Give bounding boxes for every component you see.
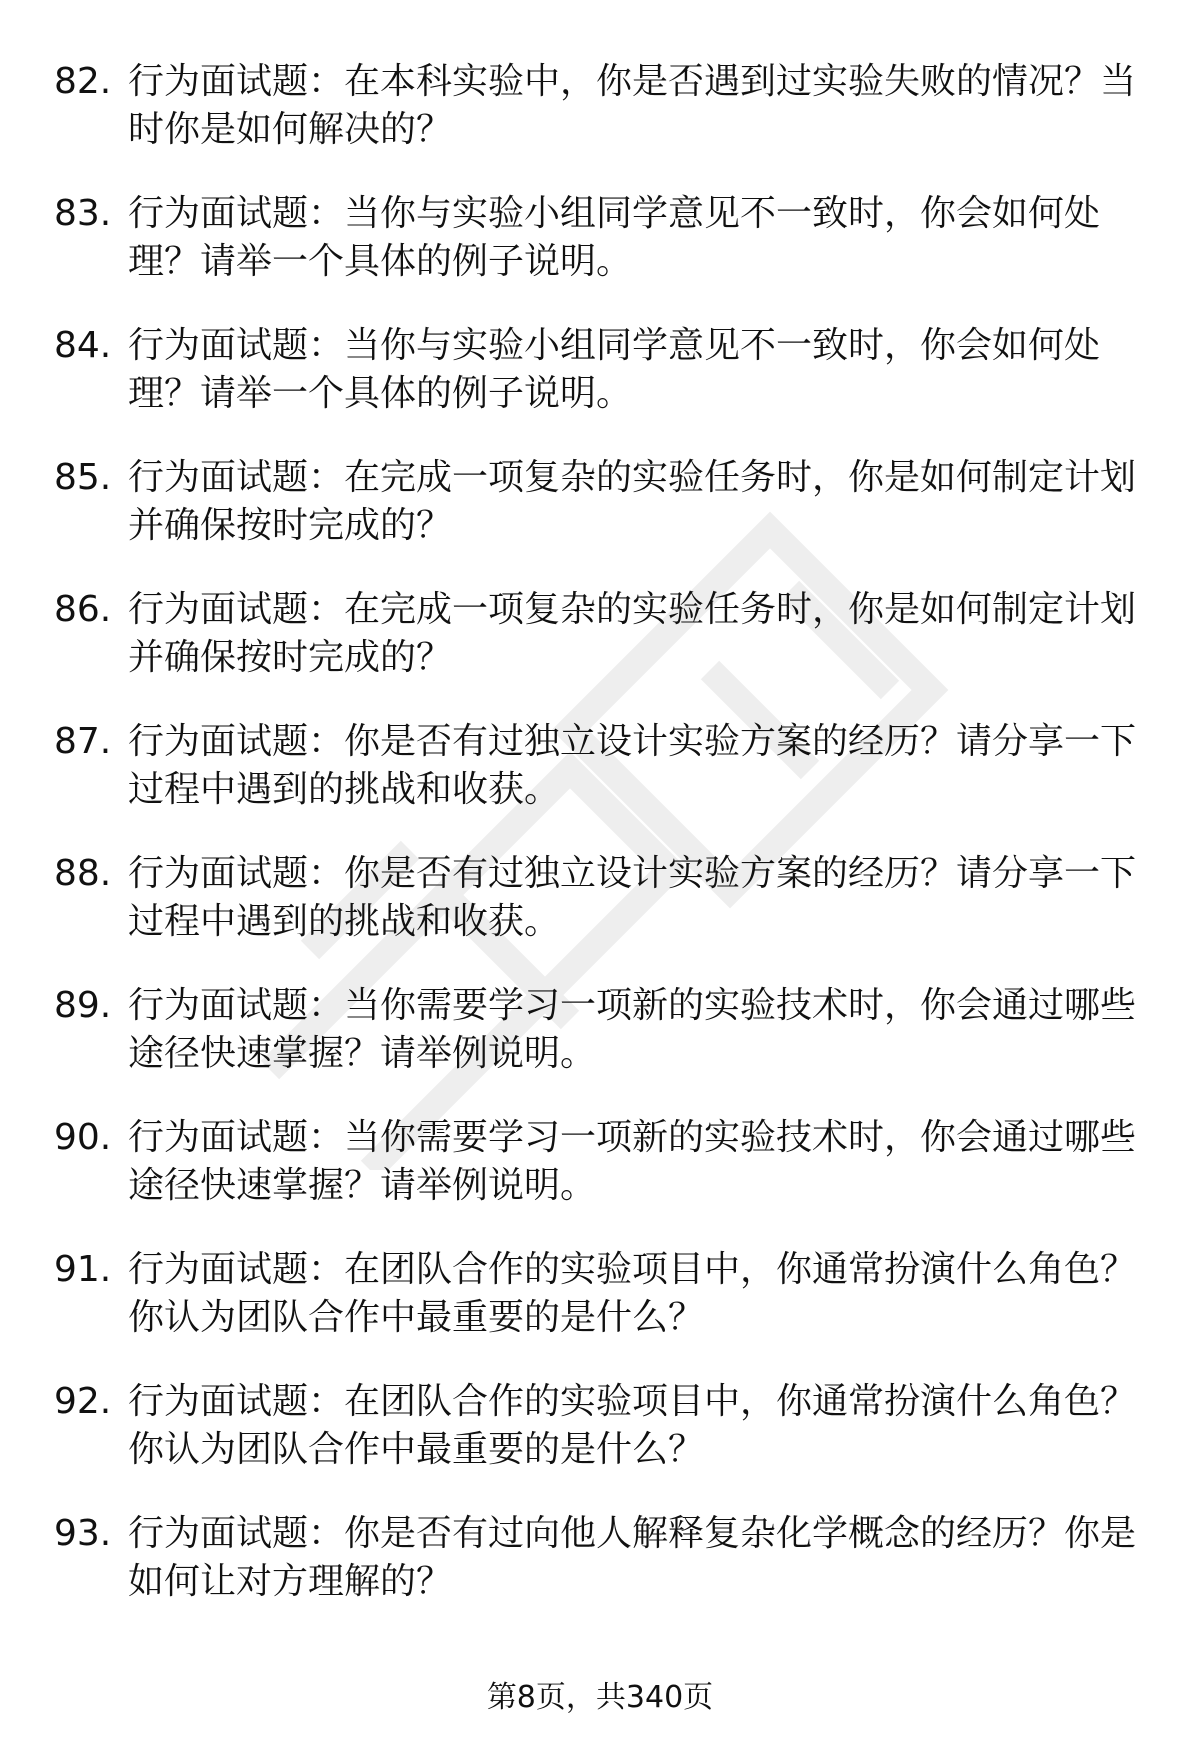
list-item bbox=[54, 322, 1154, 454]
question-number: 90. bbox=[54, 1117, 112, 1158]
list-item bbox=[54, 718, 1154, 850]
question-number: 93. bbox=[54, 1513, 112, 1554]
question-text: 行为面试题：你是否有过独立设计实验方案的经历？请分享一下过程中遇到的挑战和收获。 bbox=[128, 721, 1137, 810]
list-item bbox=[54, 1510, 1154, 1642]
question-number: 91. bbox=[54, 1249, 112, 1290]
question-number: 86. bbox=[54, 589, 112, 630]
question-text: 行为面试题：在完成一项复杂的实验任务时，你是如何制定计划并确保按时完成的？ bbox=[128, 457, 1137, 546]
question-number: 84. bbox=[54, 325, 112, 366]
question-number: 83. bbox=[54, 193, 112, 234]
question-text: 行为面试题：在团队合作的实验项目中，你通常扮演什么角色？你认为团队合作中最重要的是什么？ bbox=[128, 1249, 1137, 1338]
question-text: 行为面试题：在团队合作的实验项目中，你通常扮演什么角色？你认为团队合作中最重要的是什么？ bbox=[128, 1381, 1137, 1470]
question-text: 行为面试题：当你需要学习一项新的实验技术时，你会通过哪些途径快速掌握？请举例说明。 bbox=[128, 1117, 1137, 1206]
list-item bbox=[54, 454, 1154, 586]
list-item bbox=[54, 586, 1154, 718]
question-text: 行为面试题：当你需要学习一项新的实验技术时，你会通过哪些途径快速掌握？请举例说明。 bbox=[128, 985, 1137, 1074]
question-text: 行为面试题：在本科实验中，你是否遇到过实验失败的情况？当时你是如何解决的？ bbox=[128, 61, 1137, 150]
question-list bbox=[54, 58, 1154, 1642]
question-number: 89. bbox=[54, 985, 112, 1026]
list-item bbox=[54, 190, 1154, 322]
question-text: 行为面试题：当你与实验小组同学意见不一致时，你会如何处理？请举一个具体的例子说明。 bbox=[128, 193, 1101, 282]
question-number: 85. bbox=[54, 457, 112, 498]
list-item bbox=[54, 58, 1154, 190]
question-number: 87. bbox=[54, 721, 112, 762]
question-number: 92. bbox=[54, 1381, 112, 1422]
question-number: 82. bbox=[54, 61, 112, 102]
page-footer: 第8页，共340页 bbox=[486, 1680, 714, 1715]
list-item bbox=[54, 1114, 1154, 1246]
list-item bbox=[54, 1246, 1154, 1378]
question-text: 行为面试题：在完成一项复杂的实验任务时，你是如何制定计划并确保按时完成的？ bbox=[128, 589, 1137, 678]
list-item bbox=[54, 850, 1154, 982]
question-text: 行为面试题：当你与实验小组同学意见不一致时，你会如何处理？请举一个具体的例子说明。 bbox=[128, 325, 1101, 414]
list-item bbox=[54, 982, 1154, 1114]
list-item bbox=[54, 1378, 1154, 1510]
question-text: 行为面试题：你是否有过独立设计实验方案的经历？请分享一下过程中遇到的挑战和收获。 bbox=[128, 853, 1137, 942]
question-text: 行为面试题：你是否有过向他人解释复杂化学概念的经历？你是如何让对方理解的？ bbox=[128, 1513, 1137, 1602]
question-number: 88. bbox=[54, 853, 112, 894]
